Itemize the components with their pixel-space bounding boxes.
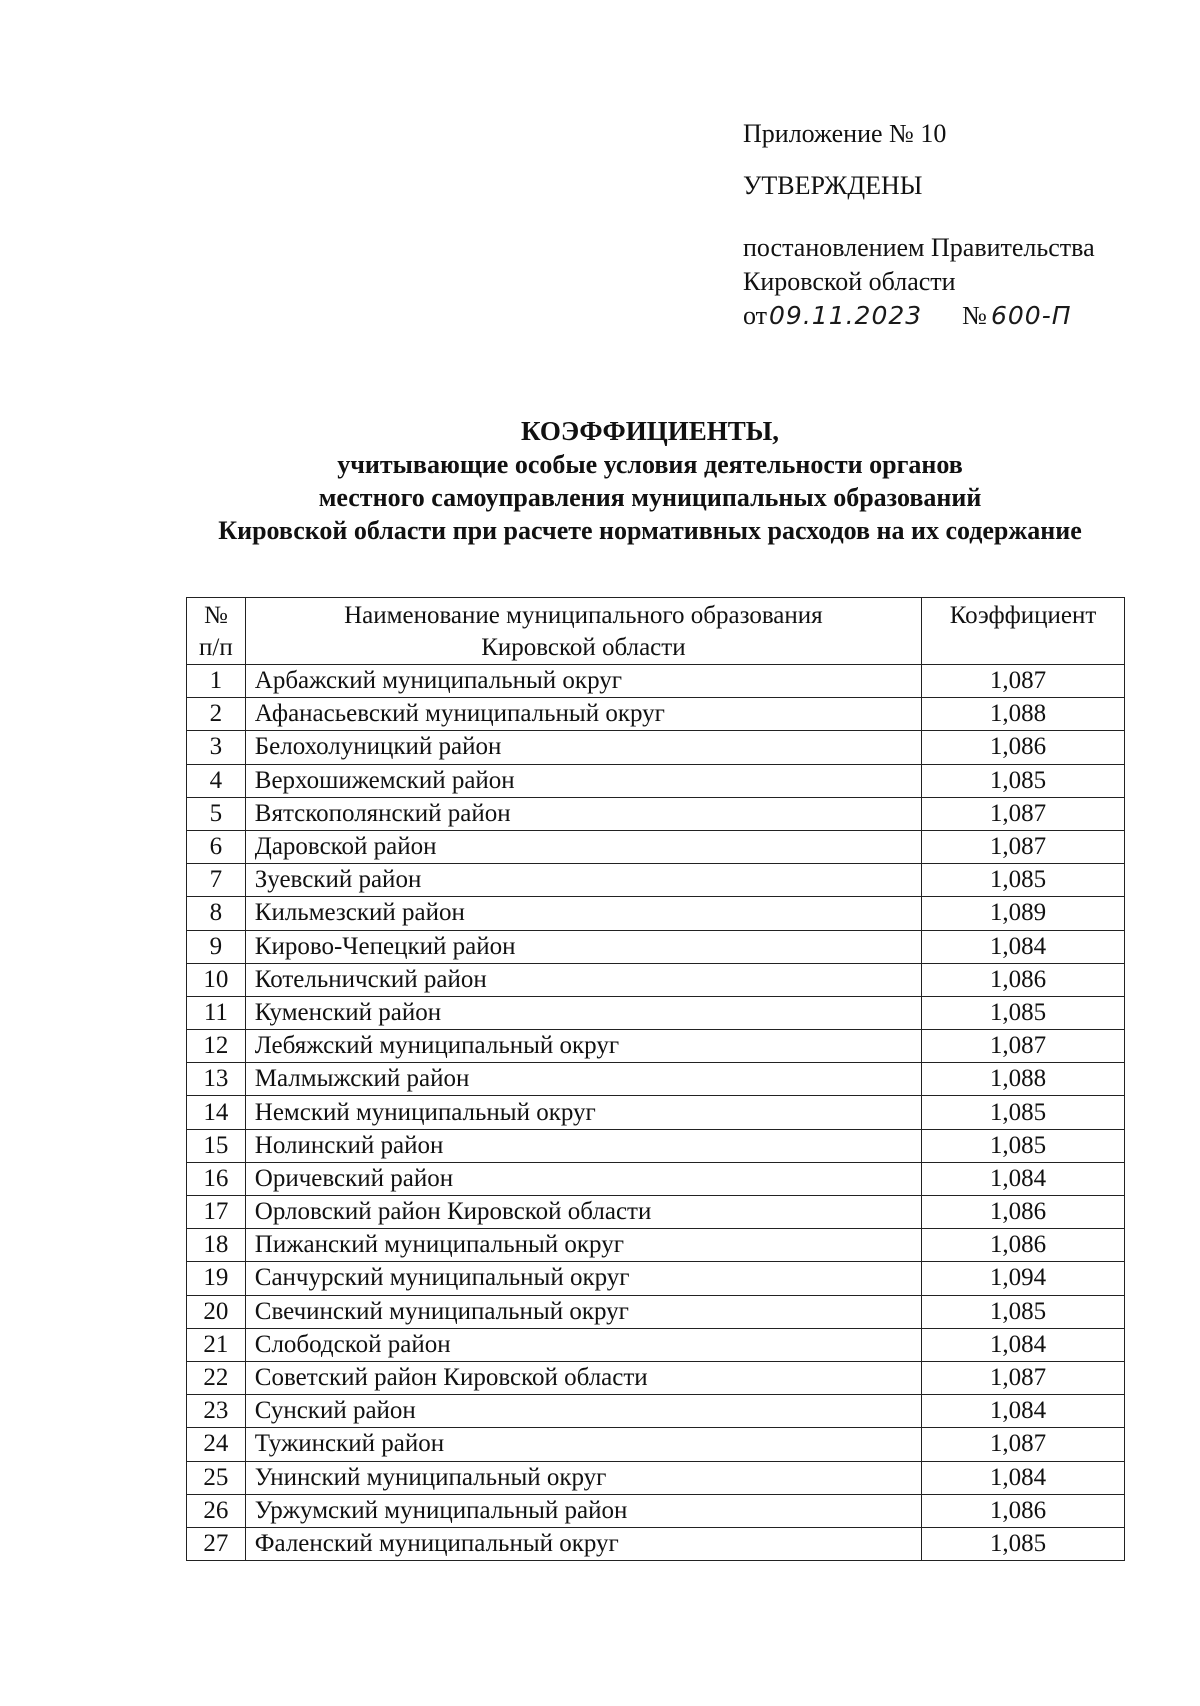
row-coefficient: 1,085 [922, 864, 1125, 897]
table-row [187, 1229, 1125, 1262]
row-coefficient: 1,085 [922, 1527, 1125, 1560]
decree-date-number-line [743, 299, 1173, 333]
row-number: 15 [187, 1129, 246, 1162]
row-municipality-name: Зуевский район [245, 864, 921, 897]
row-coefficient: 1,085 [922, 996, 1125, 1029]
row-number: 11 [187, 996, 246, 1029]
table-row [187, 1494, 1125, 1527]
date-prefix: от [743, 301, 768, 330]
row-municipality-name: Кирово-Чепецкий район [245, 930, 921, 963]
document-subtitle-line-1: учитывающие особые условия деятельности органов [337, 450, 963, 479]
row-municipality-name: Немский муниципальный округ [245, 1096, 921, 1129]
decree-number-handwritten: 600-П [990, 301, 1072, 330]
row-coefficient: 1,084 [922, 1162, 1125, 1195]
row-municipality-name: Сунский район [245, 1395, 921, 1428]
row-municipality-name: Оричевский район [245, 1162, 921, 1195]
header-number [187, 598, 246, 665]
approval-block [743, 117, 1173, 333]
row-number: 26 [187, 1494, 246, 1527]
row-number: 8 [187, 897, 246, 930]
table-row [187, 830, 1125, 863]
decree-date-handwritten: 09.11.2023 [769, 301, 923, 330]
row-number: 13 [187, 1063, 246, 1096]
coefficients-table [186, 597, 1125, 1561]
table-row [187, 930, 1125, 963]
row-coefficient: 1,084 [922, 1328, 1125, 1361]
table-row [187, 1262, 1125, 1295]
table-row [187, 1361, 1125, 1394]
row-municipality-name: Пижанский муниципальный округ [245, 1229, 921, 1262]
row-coefficient: 1,087 [922, 1428, 1125, 1461]
decree-text-line-2: Кировской области [743, 267, 956, 296]
row-municipality-name: Слободской район [245, 1328, 921, 1361]
row-municipality-name: Советский район Кировской области [245, 1361, 921, 1394]
row-number: 25 [187, 1461, 246, 1494]
document-title: КОЭФФИЦИЕНТЫ, [520, 416, 780, 446]
header-name-line-1: Наименование муниципального образования [344, 602, 823, 629]
table-row [187, 1328, 1125, 1361]
row-municipality-name: Вятскополянский район [245, 797, 921, 830]
table-row [187, 1030, 1125, 1063]
row-number: 9 [187, 930, 246, 963]
row-coefficient: 1,085 [922, 764, 1125, 797]
table-body [187, 665, 1125, 1561]
header-name-line-2: Кировской области [481, 634, 686, 661]
table-row [187, 764, 1125, 797]
row-number: 3 [187, 731, 246, 764]
row-municipality-name: Орловский район Кировской области [245, 1196, 921, 1229]
row-number: 5 [187, 797, 246, 830]
table-row [187, 1395, 1125, 1428]
row-coefficient: 1,084 [922, 1461, 1125, 1494]
row-municipality-name: Фаленский муниципальный округ [245, 1527, 921, 1560]
table-row [187, 897, 1125, 930]
row-municipality-name: Нолинский район [245, 1129, 921, 1162]
row-number: 18 [187, 1229, 246, 1262]
row-number: 14 [187, 1096, 246, 1129]
table-row [187, 1527, 1125, 1560]
row-coefficient: 1,086 [922, 1494, 1125, 1527]
row-coefficient: 1,084 [922, 930, 1125, 963]
table-row [187, 731, 1125, 764]
row-number: 27 [187, 1527, 246, 1560]
table-row [187, 996, 1125, 1029]
header-number-line-2: п/п [199, 634, 233, 661]
header-name [245, 598, 921, 665]
row-number: 22 [187, 1361, 246, 1394]
table-row [187, 1461, 1125, 1494]
row-coefficient: 1,086 [922, 1229, 1125, 1262]
row-number: 21 [187, 1328, 246, 1361]
row-municipality-name: Свечинский муниципальный округ [245, 1295, 921, 1328]
row-coefficient: 1,084 [922, 1395, 1125, 1428]
row-number: 17 [187, 1196, 246, 1229]
row-coefficient: 1,085 [922, 1096, 1125, 1129]
row-coefficient: 1,087 [922, 797, 1125, 830]
row-number: 10 [187, 963, 246, 996]
table-row [187, 1129, 1125, 1162]
row-coefficient: 1,086 [922, 731, 1125, 764]
header-coefficient: Коэффициент [922, 598, 1125, 665]
row-coefficient: 1,086 [922, 1196, 1125, 1229]
table-row [187, 1063, 1125, 1096]
row-number: 24 [187, 1428, 246, 1461]
row-coefficient: 1,089 [922, 897, 1125, 930]
row-number: 6 [187, 830, 246, 863]
row-number: 1 [187, 665, 246, 698]
table-row [187, 1295, 1125, 1328]
approved-label: УТВЕРЖДЕНЫ [743, 171, 923, 200]
row-number: 20 [187, 1295, 246, 1328]
row-number: 16 [187, 1162, 246, 1195]
table-row [187, 1196, 1125, 1229]
table-row [187, 864, 1125, 897]
table-row [187, 797, 1125, 830]
row-coefficient: 1,085 [922, 1295, 1125, 1328]
row-coefficient: 1,087 [922, 665, 1125, 698]
header-number-line-1: № [203, 602, 228, 629]
row-municipality-name: Куменский район [245, 996, 921, 1029]
row-municipality-name: Верхошижемский район [245, 764, 921, 797]
row-municipality-name: Унинский муниципальный округ [245, 1461, 921, 1494]
row-coefficient: 1,088 [922, 1063, 1125, 1096]
table-header [187, 598, 1125, 665]
row-municipality-name: Даровской район [245, 830, 921, 863]
row-municipality-name: Санчурский муниципальный округ [245, 1262, 921, 1295]
row-number: 12 [187, 1030, 246, 1063]
row-coefficient: 1,087 [922, 1361, 1125, 1394]
row-coefficient: 1,087 [922, 1030, 1125, 1063]
row-municipality-name: Малмыжский район [245, 1063, 921, 1096]
table-row [187, 665, 1125, 698]
annex-label: Приложение № 10 [743, 119, 947, 148]
document-subtitle-line-3: Кировской области при расчете нормативных расходов на их содержание [218, 516, 1082, 545]
row-coefficient: 1,094 [922, 1262, 1125, 1295]
row-coefficient: 1,085 [922, 1129, 1125, 1162]
decree-number-label: № [962, 301, 987, 330]
document-title-block [100, 415, 1200, 547]
table-row [187, 963, 1125, 996]
row-number: 19 [187, 1262, 246, 1295]
row-coefficient: 1,086 [922, 963, 1125, 996]
table-row [187, 1428, 1125, 1461]
table-header-row [187, 598, 1125, 665]
decree-text-line-1: постановлением Правительства [743, 233, 1095, 262]
row-number: 2 [187, 698, 246, 731]
row-coefficient: 1,088 [922, 698, 1125, 731]
row-municipality-name: Лебяжский муниципальный округ [245, 1030, 921, 1063]
row-coefficient: 1,087 [922, 830, 1125, 863]
row-municipality-name: Тужинский район [245, 1428, 921, 1461]
row-number: 7 [187, 864, 246, 897]
table-row [187, 1162, 1125, 1195]
document-subtitle-line-2: местного самоуправления муниципальных образований [318, 483, 982, 512]
row-number: 4 [187, 764, 246, 797]
row-number: 23 [187, 1395, 246, 1428]
row-municipality-name: Уржумский муниципальный район [245, 1494, 921, 1527]
table-row [187, 1096, 1125, 1129]
table-row [187, 698, 1125, 731]
row-municipality-name: Белохолуницкий район [245, 731, 921, 764]
row-municipality-name: Кильмезский район [245, 897, 921, 930]
row-municipality-name: Арбажский муниципальный округ [245, 665, 921, 698]
row-municipality-name: Котельничский район [245, 963, 921, 996]
row-municipality-name: Афанасьевский муниципальный округ [245, 698, 921, 731]
